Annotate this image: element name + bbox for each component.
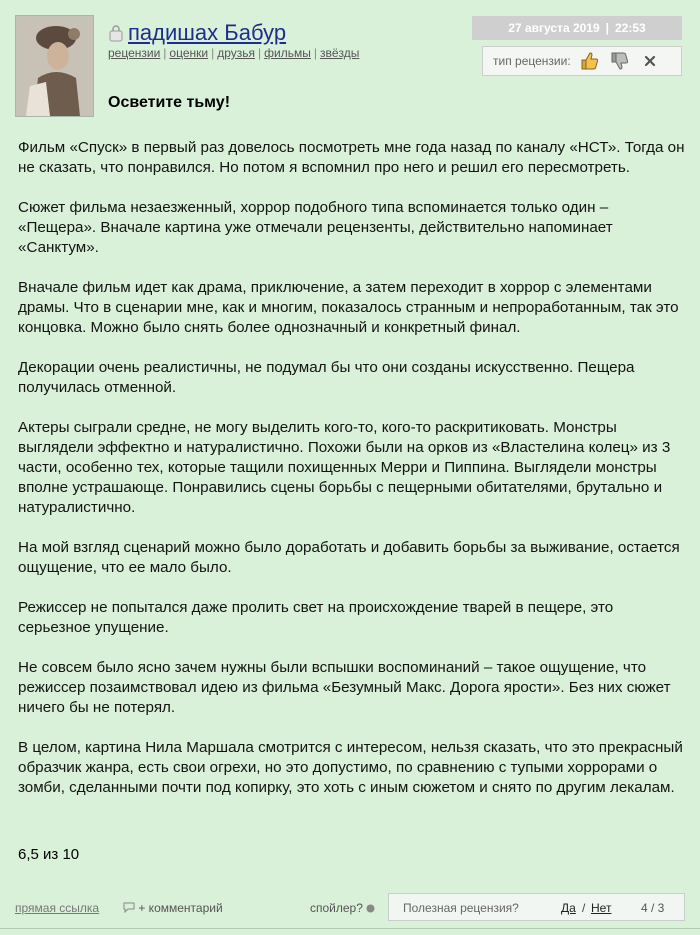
separator: |	[313, 46, 317, 60]
divider	[0, 928, 700, 929]
user-link-reviews[interactable]: рецензии	[108, 46, 161, 60]
user-link-films[interactable]: фильмы	[264, 46, 311, 60]
review-title: Осветите тьму!	[108, 94, 231, 111]
helpful-box	[388, 893, 685, 921]
review-paragraph: Сюжет фильма незаезженный, хоррор подобного типа вспоминается только один – «Пещера». Вначале картина уже отмечали рецензенты, действительно напоминает «Санктум».	[18, 199, 613, 256]
username-link[interactable]: падишах Бабур	[128, 20, 287, 45]
user-row	[108, 20, 286, 46]
add-comment-label: + комментарий	[138, 901, 223, 915]
review-paragraph: Декорации очень реалистичны, не подумал бы что они созданы искусственно. Пещера получилась отменной.	[18, 359, 635, 396]
comment-icon	[123, 902, 135, 913]
spoiler-toggle[interactable]	[310, 901, 375, 915]
review-date-day: 27 августа 2019	[508, 21, 600, 35]
user-icon	[108, 24, 124, 42]
review-type-box	[482, 46, 682, 76]
review-paragraph: В целом, картина Нила Маршала смотрится с интересом, нельзя сказать, что это прекрасный образчик жанра, есть свои огрехи, но это допустимо, по сравнению с тупыми хоррорами о зомби, сделанными почти под копирку, это хоть с иным сюжетом и снято по другим лекалам.	[18, 739, 683, 796]
review-date-time: 22:53	[615, 21, 646, 35]
thumbs-up-icon[interactable]	[579, 50, 601, 72]
info-icon	[366, 904, 375, 913]
review-rating: 6,5 из 10	[18, 846, 80, 863]
review-paragraph: Фильм «Спуск» в первый раз довелось посмотреть мне года назад по каналу «НСТ». Тогда он не сказать, что понравился. Но потом я вспомнил про него и решил его пересмотреть.	[18, 139, 685, 176]
review-paragraph: Вначале фильм идет как драма, приключение, а затем переходит в хоррор с элементами драмы. Что в сценарии мне, как и многим, показалось странным и непроработанным, так это концовка. Можно было снять более однозначный и конкретный финал.	[18, 279, 679, 336]
helpful-votes: 4 / 3	[641, 901, 665, 915]
review-paragraph: Режиссер не попытался даже пролить свет на происхождение тварей в пещере, это серьезное упущение.	[18, 599, 614, 636]
thumbs-down-icon[interactable]	[609, 50, 631, 72]
review-paragraph: На мой взгляд сценарий можно было доработать и добавить борьбы за выживание, остается ощущение, что ее мало было.	[18, 539, 680, 576]
user-link-ratings[interactable]: оценки	[169, 46, 209, 60]
spoiler-label: спойлер?	[310, 901, 363, 915]
review-body	[18, 138, 688, 818]
review-footer	[15, 893, 685, 923]
close-icon[interactable]	[639, 50, 661, 72]
add-comment-button[interactable]	[123, 901, 223, 915]
review-paragraph: Актеры сыграли средне, не могу выделить кого-то, кого-то раскритиковать. Монстры выглядели эффектно и натуралистично. Похожи были на орков из «Властелина колец» из 3 части, особенно тех, которые тащили похищенных Мерри и Пиппина. Выглядели монстры вполне устрашающе. Понравились сцены борьбы с пещерными обитателями, брутально и натуралистично.	[18, 419, 671, 516]
separator: |	[163, 46, 167, 60]
review-date	[472, 16, 682, 40]
separator: |	[258, 46, 262, 60]
user-link-stars[interactable]: звёзды	[319, 46, 360, 60]
permalink-link[interactable]: прямая ссылка	[15, 901, 100, 915]
review-paragraph: Не совсем было ясно зачем нужны были вспышки воспоминаний – такое ощущение, что режиссер позаимствовал идею из фильма «Безумный Макс. Дорога ярости». Без них сюжет ничего бы не потерял.	[18, 659, 671, 716]
avatar-image	[16, 16, 93, 116]
helpful-question: Полезная рецензия?	[403, 901, 519, 915]
user-links	[108, 46, 359, 60]
helpful-no-link[interactable]: Нет	[591, 901, 612, 915]
avatar[interactable]	[15, 15, 94, 117]
user-link-friends[interactable]: друзья	[217, 46, 256, 60]
review-type-label: тип рецензии:	[493, 54, 571, 68]
helpful-separator: /	[582, 901, 586, 915]
date-separator: |	[605, 21, 609, 35]
separator: |	[211, 46, 215, 60]
helpful-yes-link[interactable]: Да	[561, 901, 576, 915]
